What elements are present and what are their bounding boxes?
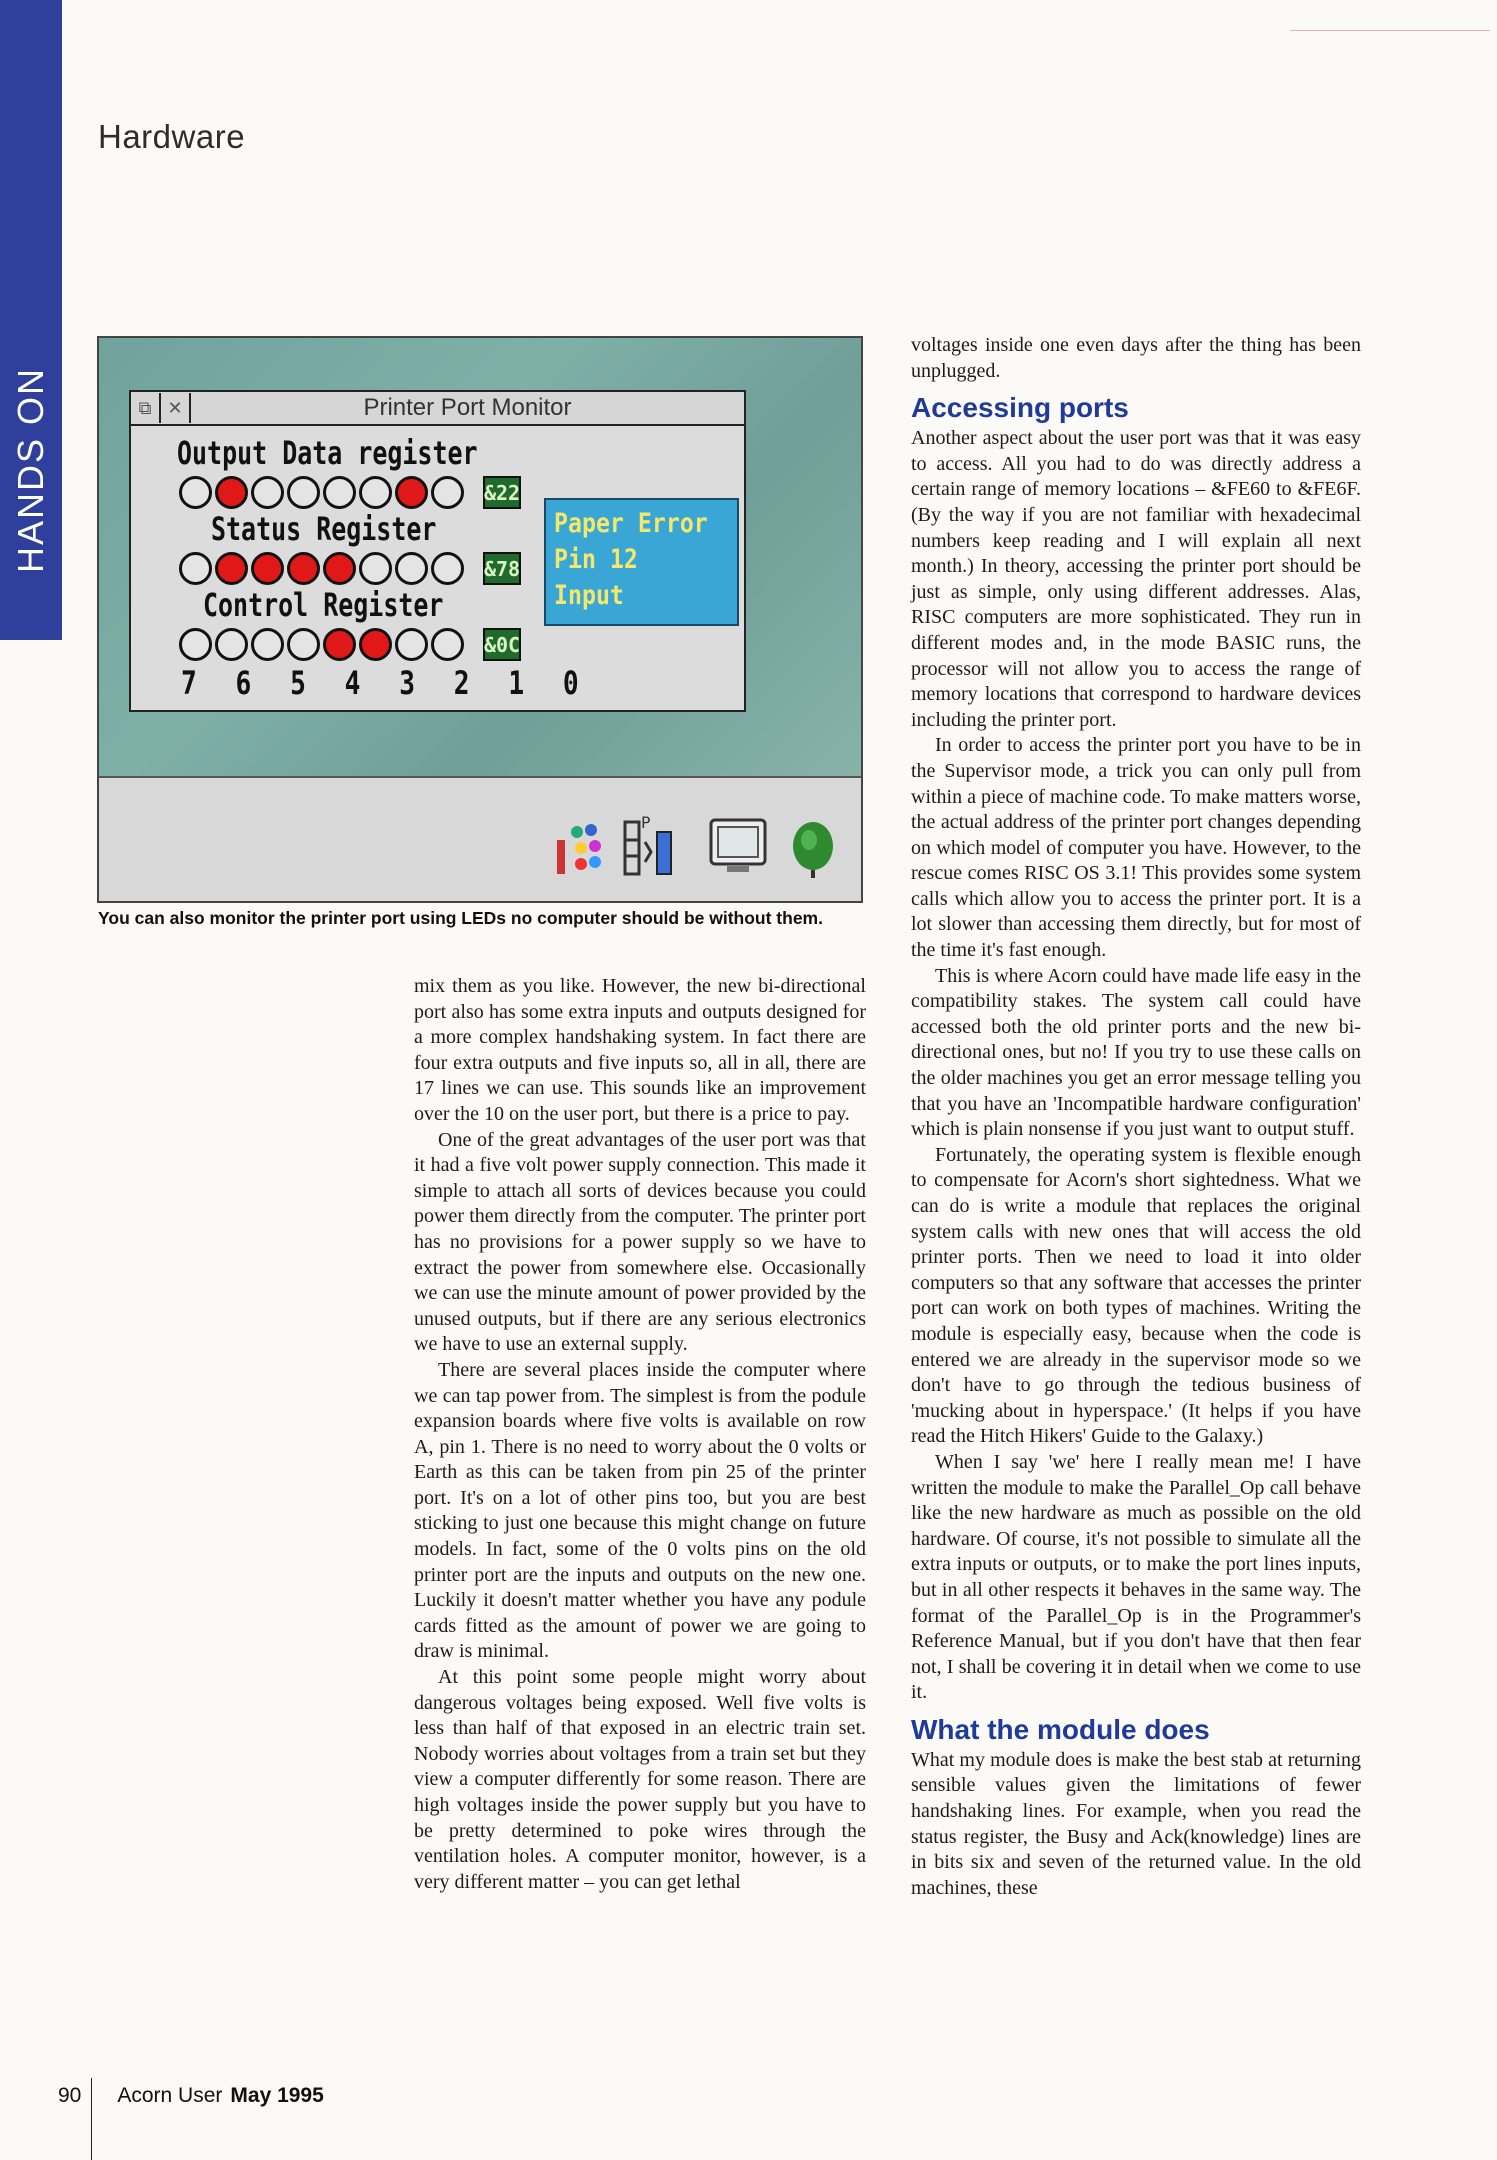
led-off	[395, 552, 428, 585]
section-tab-label: HANDS ON	[10, 366, 51, 574]
svg-text:P: P	[641, 813, 651, 832]
led-row	[179, 628, 464, 661]
led-off	[323, 476, 356, 509]
magazine-name: Acorn User	[117, 2084, 223, 2107]
error-box	[544, 498, 739, 626]
paragraph: mix them as you like. However, the new bi-directional port also has some extra inputs and outputs designed for a more complex handshaking system. In fact there are four extra outputs and five inputs so, all in all, there are 17 lines we can use. This sounds like an improvement over the 10 on the user port, but there is a price to pay.	[414, 975, 866, 1125]
paragraph: At this point some people might worry about dangerous voltages being exposed. Well five volts is less than half of that exposed in an electric train set. Nobody worries about voltages from a train set but they view a computer differently for some reason. There are high voltages inside the power supply but you have to be pretty determined to poke wires through the ventilation holes. A computer monitor, however, is a very different matter – you can get lethal	[414, 1666, 866, 1893]
printer-settings-icon[interactable]	[621, 812, 675, 878]
paragraph: This is where Acorn could have made life easy in the compatibility stakes. The system call could have accessed both the old printer ports and the new bi-directional ones, but no! If you try to use these calls on the older machines you get an error message telling you that you have an 'Incompatible hardware configuration' which is plain nonsense if you just want to output stuff.	[911, 964, 1361, 1141]
led-on	[395, 476, 428, 509]
led-on	[323, 552, 356, 585]
led-row	[179, 552, 464, 585]
led-off	[359, 552, 392, 585]
paragraph: Another aspect about the user port was that it was easy to access. All you had to do was directly address a certain range of memory locations – &FE60 to &FE6F. (By the way if you are not familiar with hexadecimal numbers keep reading and I will explain all next month.) In theory, accessing the printer port should be just as simple, only using different addresses. Alas, RISC computers are more sophisticated. They run in different modes and, in the mode BASIC runs, the processor will not allow you to access the range of memory locations that correspond to hardware devices including the printer port.	[911, 427, 1361, 731]
window-title: Printer Port Monitor	[363, 394, 572, 421]
section-label: Hardware	[98, 118, 246, 155]
paragraph: Fortunately, the operating system is flexible enough to compensate for Acorn's short sightedness. What we can do is write a module that replaces the original system calls with new ones that will access the old printer ports. Then we need to load it into older computers so that any software that accesses the printer port can work on both types of machines. Writing the module is especially easy, because when the code is entered we are already in the supervisor mode so we don't have to go through the tedious business of 'mucking about in hyperspace.' (It helps if you have read the Hitch Hikers' Guide to the Galaxy.)	[911, 1143, 1361, 1448]
subheading-accessing-ports: Accessing ports	[911, 392, 1129, 424]
led-off	[215, 628, 248, 661]
hex-value: &78	[483, 552, 521, 585]
led-off	[287, 476, 320, 509]
led-on	[323, 628, 356, 661]
paragraph: What my module does is make the best stab at returning sensible values given the limitations of fewer handshaking lines. For example, when you read the status register, the Busy and Ack(knowledge) lines are in bits six and seven of the returned value. In the old machines, these	[911, 1748, 1361, 1899]
led-on	[287, 552, 320, 585]
close-icon[interactable]: ✕	[161, 393, 191, 423]
led-on	[359, 628, 392, 661]
paragraph: There are several places inside the computer where we can tap power from. The simplest is from the podule expansion boards where five volts is available on row A, pin 1. There is no need to worry about the 0 volts or Earth as this can be taken from pin 25 of the printer port. It's on a lot of other pins too, but you are best sticking to just one because this might change on future models. In fact, some of the 0 volts pins on the old printer port are the inputs and outputs on the new one. Luckily it doesn't matter whether you have any podule cards fitted as the amount of power we are going to draw is minimal.	[414, 1358, 866, 1663]
register-label: Output Data register	[177, 434, 478, 472]
issue-date: May 1995	[230, 2084, 324, 2107]
page-number: 90	[58, 2084, 82, 2107]
acorn-icon[interactable]	[783, 812, 843, 878]
error-line: Paper Error	[554, 508, 708, 539]
led-off	[287, 628, 320, 661]
led-off	[179, 628, 212, 661]
led-off	[179, 476, 212, 509]
hex-value: &0C	[483, 628, 521, 661]
led-on	[215, 552, 248, 585]
register-label: Status Register	[211, 510, 437, 548]
led-off	[179, 552, 212, 585]
middle-column	[414, 974, 866, 1895]
screenshot-figure	[97, 336, 863, 903]
section-tab-label-wrap	[0, 330, 62, 610]
right-column	[911, 333, 1361, 1901]
figure-caption: You can also monitor the printer port using LEDs no computer should be without them.	[98, 908, 823, 928]
paragraph: In order to access the printer port you have to be in the Supervisor mode, a trick you can only pull from within a piece of machine code. To make matters worse, the actual address of the printer port changes depending on which model of computer you have. However, to the rescue comes RISC OS 3.1! This provides some system calls which allow you to access the printer port. It is a lot slower than accessing them directly, but for most of the time it's fast enough.	[911, 734, 1361, 962]
page-footer	[58, 2084, 324, 2108]
paragraph: One of the great advantages of the user port was that it had a five volt power supply connection. This made it simple to attach all sorts of devices because you could power them directly from the computer. The printer port has no provisions for a power supply so we have to extract the power from somewhere else. Occasionally we can use the minute amount of power provided by the unused outputs, but if there are any serious electronics we have to use an external supply.	[414, 1128, 866, 1356]
error-line: Input	[554, 580, 624, 611]
led-off	[359, 476, 392, 509]
back-icon[interactable]: ⧉	[131, 393, 161, 423]
error-line: Pin 12	[554, 544, 638, 575]
display-monitor-icon[interactable]	[703, 812, 773, 878]
led-off	[251, 628, 284, 661]
led-row	[179, 476, 464, 509]
icon-bar	[99, 776, 861, 901]
bit-labels: 7 6 5 4 3 2 1 0	[181, 664, 591, 702]
led-off	[431, 476, 464, 509]
paint-palette-icon[interactable]	[551, 812, 605, 878]
led-off	[431, 552, 464, 585]
paragraph: When I say 'we' here I really mean me! I have written the module to make the Parallel_Op call behave like the new hardware as much as possible on the old hardware. Of course, it's not possible to simulate all the extra inputs or outputs, or to make the port lines inputs, but in all other respects it behaves in the same way. The format of the Parallel_Op is in the Programmer's Reference Manual, but if you don't have that then fear not, I shall be covering it in detail when we come to use it.	[911, 1450, 1361, 1704]
led-off	[395, 628, 428, 661]
top-rule	[1290, 30, 1490, 31]
led-on	[215, 476, 248, 509]
subheading-what-the-module-does: What the module does	[911, 1713, 1210, 1745]
led-off	[431, 628, 464, 661]
paragraph: voltages inside one even days after the thing has been unplugged.	[911, 334, 1361, 382]
window-title-bar[interactable]	[131, 392, 744, 426]
led-on	[251, 552, 284, 585]
register-label: Control Register	[203, 586, 444, 624]
hex-value: &22	[483, 476, 521, 509]
led-off	[251, 476, 284, 509]
